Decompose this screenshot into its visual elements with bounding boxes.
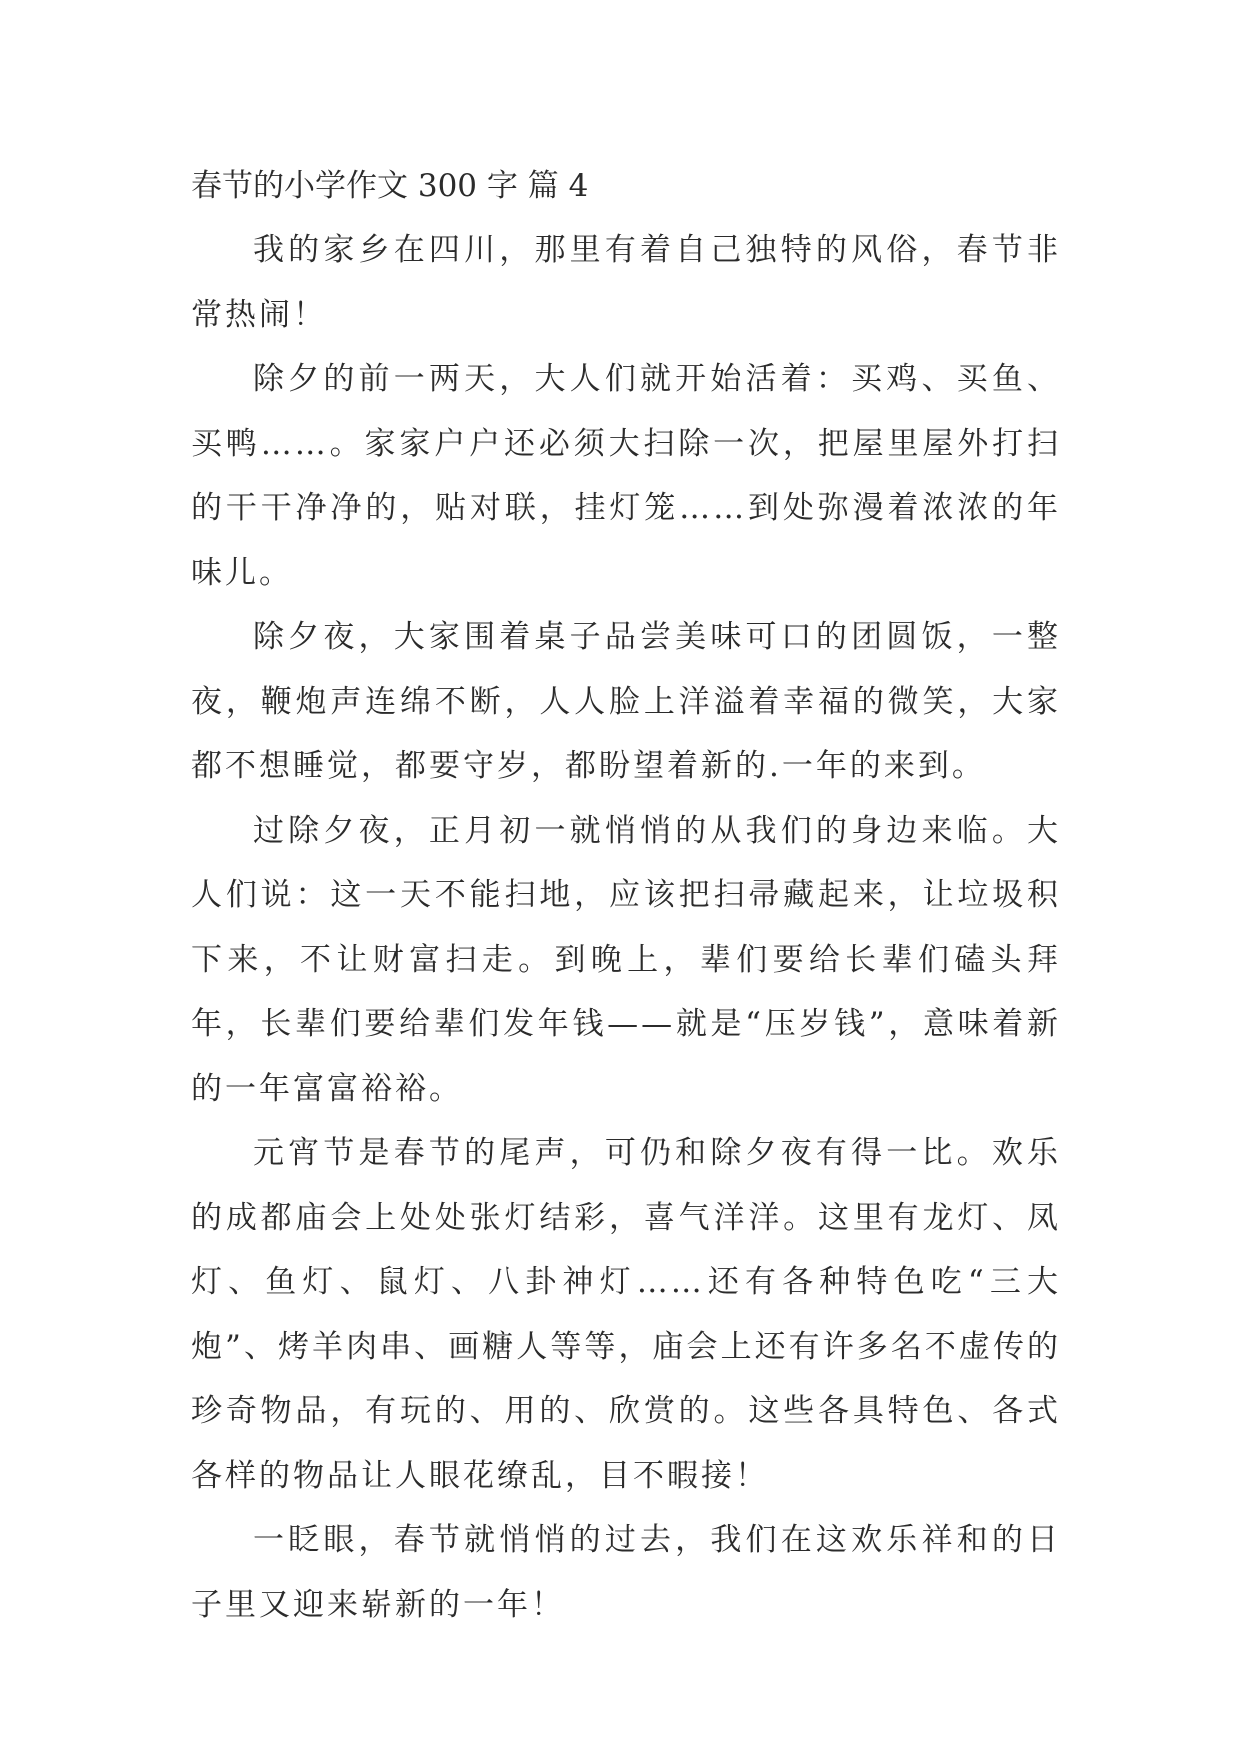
paragraph-3: 除夕夜，大家围着桌子品尝美味可口的团圆饭，一整夜，鞭炮声连绵不断，人人脸上洋溢着幸福的微笑，大家都不想睡觉，都要守岁，都盼望着新的.一年的来到。	[191, 619, 1061, 784]
document-title: 春节的小学作文 300 字 篇 4	[191, 168, 589, 204]
paragraph-5: 元宵节是春节的尾声，可仍和除夕夜有得一比。欢乐的成都庙会上处处张灯结彩，喜气洋洋。这里有龙灯、凤灯、鱼灯、鼠灯、八卦神灯……还有各种特色吃“三大炮”、烤羊肉串、画糖人等等，庙会上还有许多名不虚传的珍奇物品，有玩的、用的、欣赏的。这些各具特色、各式各样的物品让人眼花缭乱，目不暇接！	[191, 1135, 1061, 1494]
document-body	[191, 154, 1061, 1637]
paragraph-4: 过除夕夜，正月初一就悄悄的从我们的身边来临。大人们说：这一天不能扫地，应该把扫帚藏起来，让垃圾积下来，不让财富扫走。到晚上，辈们要给长辈们磕头拜年，长辈们要给辈们发年钱——就是“压岁钱”，意味着新的一年富富裕裕。	[191, 812, 1061, 1107]
paragraph-2: 除夕的前一两天，大人们就开始活着：买鸡、买鱼、买鸭……。家家户户还必须大扫除一次，把屋里屋外打扫的干干净净的，贴对联，挂灯笼……到处弥漫着浓浓的年味儿。	[191, 361, 1061, 591]
paragraph-6: 一眨眼，春节就悄悄的过去，我们在这欢乐祥和的日子里又迎来崭新的一年！	[191, 1522, 1061, 1623]
paragraph-1: 我的家乡在四川，那里有着自己独特的风俗，春节非常热闹！	[191, 232, 1061, 333]
